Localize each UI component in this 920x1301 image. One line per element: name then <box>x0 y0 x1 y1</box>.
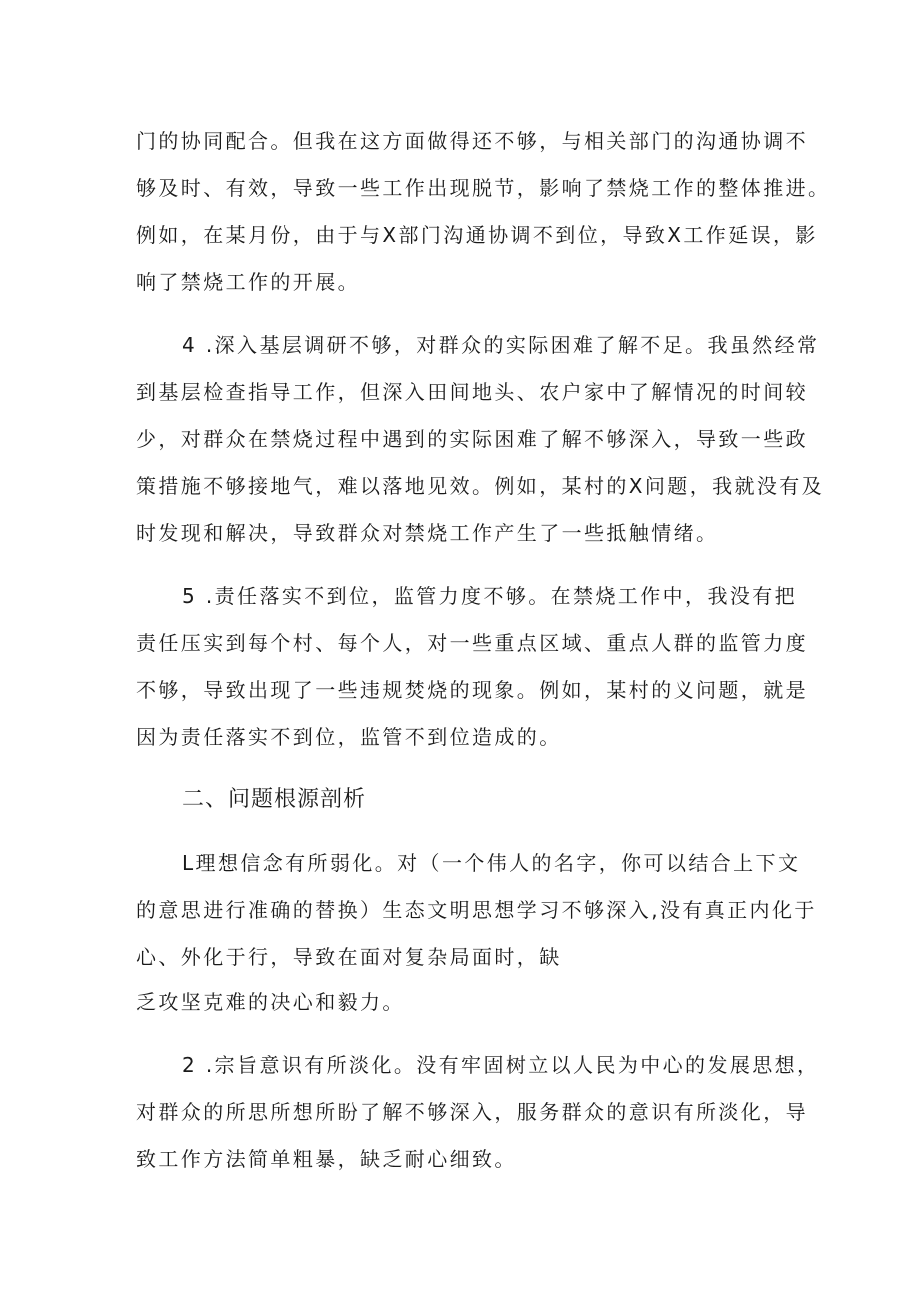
paragraph-line: 够及时、有效，导致一些工作出现脱节，影响了禁烧工作的整体推进。 <box>136 176 831 200</box>
paragraph-line: 例如，在某月份，由于与X部门沟通协调不到位，导致X工作延误，影 <box>136 223 818 247</box>
paragraph-line: 的意思进行准确的替换）生态文明思想学习不够深入,没有真正内化于 <box>136 898 817 922</box>
paragraph-line: 责任压实到每个村、每个人，对一些重点区域、重点人群的监管力度 <box>136 631 808 655</box>
paragraph-line: 心、外化于行，导致在面对复杂局面时，缺 <box>136 945 562 969</box>
paragraph-line: 时发现和解决，导致群众对禁烧工作产生了一些抵触情绪。 <box>136 521 719 545</box>
paragraph-line: 对群众的所思所想所盼了解不够深入，服务群众的意识有所淡化，导 <box>136 1100 808 1124</box>
paragraph-line: 门的协同配合。但我在这方面做得还不够，与相关部门的沟通协调不 <box>136 129 808 153</box>
paragraph-line: 到基层检查指导工作，但深入田间地头、农户家中了解情况的时间较 <box>136 380 808 404</box>
paragraph-line: 4 .深入基层调研不够，对群众的实际困难了解不足。我虽然经常 <box>182 333 820 357</box>
paragraph-line: L理想信念有所弱化。对（一个伟人的名字，你可以结合上下文 <box>182 851 801 875</box>
paragraph-line: 致工作方法简单粗暴，缺乏耐心细致。 <box>136 1147 517 1171</box>
paragraph-line: 乏攻坚克难的决心和毅力。 <box>136 990 405 1014</box>
section-heading: 二、问题根源剖析 <box>182 787 367 812</box>
paragraph-line: 因为责任落实不到位，监管不到位造成的。 <box>136 725 562 749</box>
paragraph-line: 5 .责任落实不到位，监管力度不够。在禁烧工作中，我没有把 <box>182 584 798 608</box>
paragraph-line: 响了禁烧工作的开展。 <box>136 270 360 294</box>
paragraph-line: 不够，导致出现了一些违规焚烧的现象。例如，某村的义问题，就是 <box>136 678 808 702</box>
paragraph-line: 少，对群众在禁烧过程中遇到的实际困难了解不够深入，导致一些政 <box>136 427 808 451</box>
paragraph-line: 策措施不够接地气，难以落地见效。例如，某村的X问题，我就没有及 <box>136 474 825 498</box>
paragraph-line: 2 .宗旨意识有所淡化。没有牢固树立以人民为中心的发展思想， <box>182 1053 820 1077</box>
